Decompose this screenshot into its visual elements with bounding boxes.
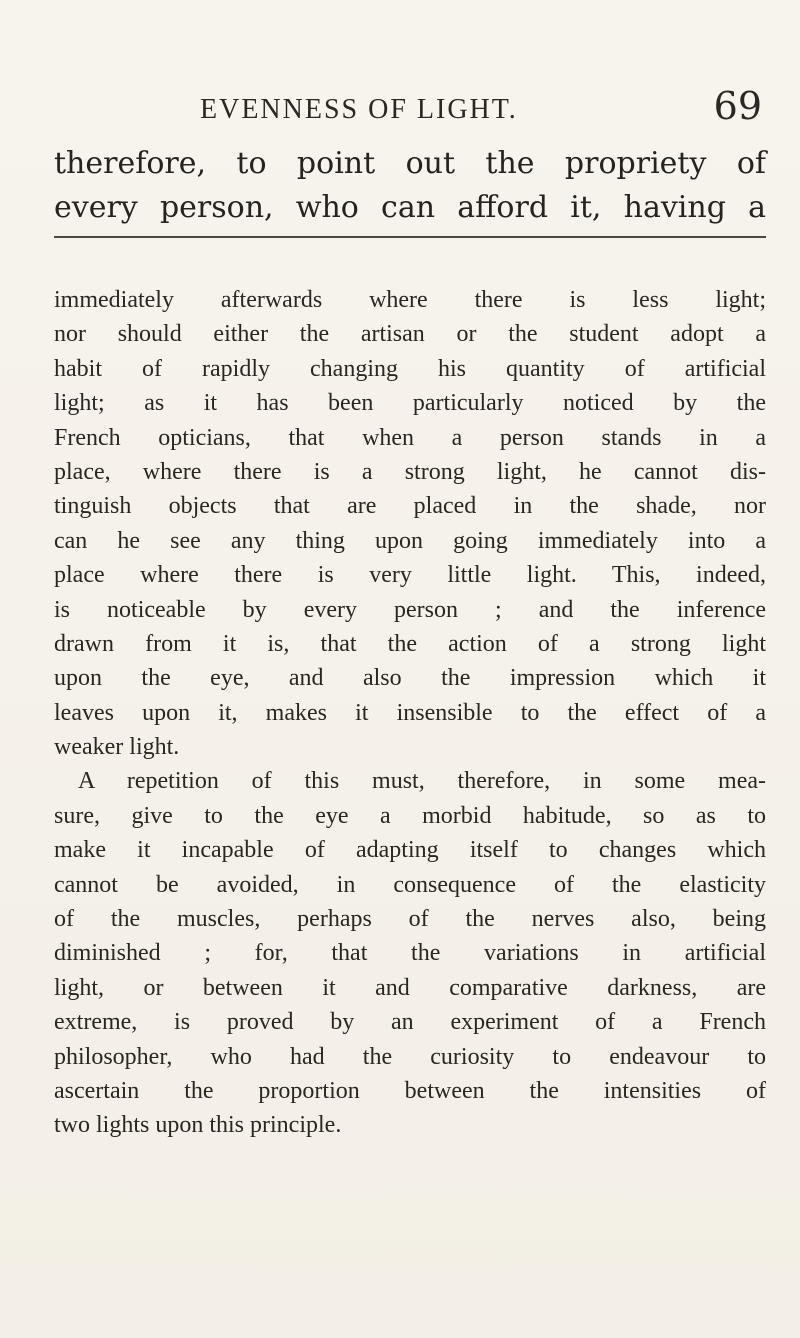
text-line: immediately afterwards where there is less light; xyxy=(54,287,766,313)
text-line: can he see any thing upon going immediately into a xyxy=(54,527,766,554)
text-line: diminished ; for, that the variations in artificial xyxy=(54,940,766,967)
text-line: make it incapable of adapting itself to changes which xyxy=(54,837,766,864)
paragraph-start-line: A repetition of this must, therefore, in some mea- xyxy=(78,768,766,795)
text-line: place where there is very little light. This, indeed, xyxy=(54,562,766,589)
text-line: upon the eye, and also the impression which it xyxy=(54,665,766,692)
text-line: leaves upon it, makes it insensible to the effect of a xyxy=(54,699,766,726)
text-line: therefore, to point out the propriety of xyxy=(54,146,766,181)
text-line: is noticeable by every person ; and the inference xyxy=(54,596,766,623)
text-line: light; as it has been particularly noticed by the xyxy=(54,390,766,417)
text-line: place, where there is a strong light, he cannot dis- xyxy=(54,458,766,485)
text-line: weaker light. xyxy=(54,734,180,761)
text-line: extreme, is proved by an experiment of a French xyxy=(54,1009,766,1036)
section-divider xyxy=(54,236,766,238)
text-line: French opticians, that when a person stands in a xyxy=(54,424,766,451)
continued-text-block xyxy=(54,142,766,230)
text-line: philosopher, who had the curiosity to endeavour to xyxy=(54,1043,766,1070)
text-line: sure, give to the eye a morbid habitude, so as to xyxy=(54,802,766,829)
page-number: 69 xyxy=(713,84,762,128)
text-line: tinguish objects that are placed in the shade, nor xyxy=(54,493,766,520)
text-line: every person, who can afford it, having a xyxy=(54,190,766,225)
text-line: drawn from it is, that the action of a strong light xyxy=(54,630,766,657)
text-line: nor should either the artisan or the student adopt a xyxy=(54,321,766,348)
text-line: ascertain the proportion between the intensities of xyxy=(54,1077,766,1104)
text-line: habit of rapidly changing his quantity of artificial xyxy=(54,355,766,382)
text-line: of the muscles, perhaps of the nerves also, being xyxy=(54,906,766,933)
text-line: cannot be avoided, in consequence of the elasticity xyxy=(54,871,766,898)
text-line: two lights upon this principle. xyxy=(54,1112,342,1139)
text-line: light, or between it and comparative darkness, are xyxy=(54,974,766,1001)
running-head xyxy=(50,84,762,134)
body-text-block xyxy=(54,283,766,1143)
running-title: EVENNESS OF LIGHT. xyxy=(200,94,518,125)
